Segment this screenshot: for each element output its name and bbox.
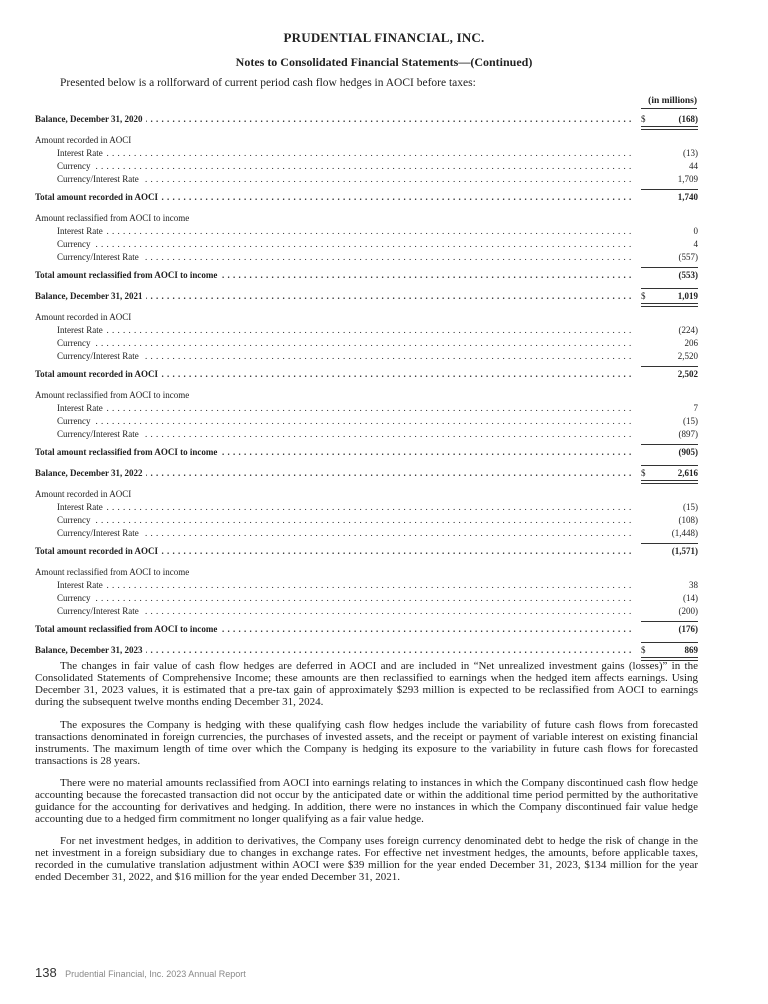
- table-section-row: [35, 488, 698, 500]
- table-total-row: [35, 644, 698, 656]
- row-label: [57, 592, 632, 604]
- table-row: [35, 251, 698, 263]
- row-label: [35, 566, 632, 578]
- row-label: [35, 623, 632, 635]
- dollar-sign: $: [641, 114, 646, 124]
- row-label: [35, 644, 632, 656]
- row-label: [57, 501, 632, 513]
- sum-rule: [641, 366, 698, 367]
- sum-rule: [641, 189, 698, 190]
- balance-double-rule: [641, 303, 698, 307]
- sum-rule: [641, 543, 698, 544]
- row-value: 869: [684, 645, 698, 655]
- row-label-text: Balance, December 31, 2022: [35, 468, 146, 478]
- row-label-text: Amount recorded in AOCI: [35, 489, 134, 499]
- table-row: [35, 428, 698, 440]
- row-label-text: Currency: [57, 416, 94, 426]
- paragraph-1: The changes in fair value of cash flow hedges are deferred in AOCI and are included in “Net unrealized investment gains (losses)” in the Consolidated Statements of Comprehensive Income; these amounts are then reclassified to earnings when the hedged item affects earnings. Using December 31, 2023 values, it is estimated that a pre-tax gain of approximately $293 million is expected to be reclassified from AOCI to earnings during the subsequent twelve months ending December 31, 2024.: [35, 660, 698, 708]
- row-value: 0: [693, 226, 698, 236]
- table-row: [35, 324, 698, 336]
- row-label-text: Total amount reclassified from AOCI to income: [35, 447, 220, 457]
- table-row: [35, 415, 698, 427]
- row-label: [57, 173, 632, 185]
- sum-rule: [641, 465, 698, 466]
- table-row: [35, 527, 698, 539]
- table-row: [35, 337, 698, 349]
- row-label-text: Total amount recorded in AOCI: [35, 192, 161, 202]
- row-value: 44: [689, 161, 698, 171]
- table-total-row: [35, 467, 698, 479]
- table-row: [35, 147, 698, 159]
- row-label: [35, 134, 632, 146]
- row-label: [57, 160, 632, 172]
- unit-header: (in millions): [648, 96, 697, 106]
- row-label: [35, 488, 632, 500]
- row-label: [57, 225, 632, 237]
- row-label-text: Currency: [57, 239, 94, 249]
- row-label: [35, 446, 632, 458]
- row-value: (200): [678, 606, 698, 616]
- row-label-text: Currency: [57, 593, 94, 603]
- row-value: (15): [683, 502, 698, 512]
- balance-double-rule: [641, 126, 698, 130]
- row-label-text: Currency: [57, 338, 94, 348]
- row-value: (224): [678, 325, 698, 335]
- row-value: (557): [678, 252, 698, 262]
- row-label: [35, 212, 632, 224]
- row-value: (14): [683, 593, 698, 603]
- page-number: 138: [35, 965, 57, 980]
- row-label: [57, 147, 632, 159]
- row-label: [35, 191, 632, 203]
- row-label-text: Interest Rate: [57, 403, 106, 413]
- row-label-text: Interest Rate: [57, 502, 106, 512]
- row-label-text: Balance, December 31, 2021: [35, 291, 146, 301]
- row-label: [57, 251, 632, 263]
- row-value: 4: [693, 239, 698, 249]
- dollar-sign: $: [641, 468, 646, 478]
- sum-rule: [641, 288, 698, 289]
- table-row: [35, 605, 698, 617]
- row-label-text: Amount reclassified from AOCI to income: [35, 213, 192, 223]
- row-label: [57, 605, 632, 617]
- row-value: (15): [683, 416, 698, 426]
- table-row: [35, 225, 698, 237]
- row-value: 1,709: [677, 174, 698, 184]
- table-total-row: [35, 623, 698, 635]
- row-label-text: Currency: [57, 161, 94, 171]
- row-label: [57, 514, 632, 526]
- row-label-text: Total amount recorded in AOCI: [35, 369, 161, 379]
- row-label-text: Total amount reclassified from AOCI to income: [35, 624, 220, 634]
- table-row: [35, 160, 698, 172]
- row-value: (905): [678, 447, 698, 457]
- table-total-row: [35, 191, 698, 203]
- row-label: [57, 402, 632, 414]
- row-value: (1,571): [671, 546, 698, 556]
- dollar-sign: $: [641, 291, 646, 301]
- row-label-text: Currency: [57, 515, 94, 525]
- paragraph-3: There were no material amounts reclassified from AOCI into earnings relating to instances in which the Company discontinued cash flow hedge accounting because the forecasted transaction did not occur by the anticipated date or within the additional time period permitted by the authoritative guidance for the accounting for derivatives and hedging. In addition, there were no instances in which the Company discontinued fair value hedge accounting due to a hedged firm commitment no longer qualifying as a fair value hedge.: [35, 777, 698, 825]
- row-value: (108): [678, 515, 698, 525]
- row-label-text: Interest Rate: [57, 325, 106, 335]
- paragraph-4: For net investment hedges, in addition to derivatives, the Company uses foreign currency denominated debt to hedge the risk of change in the net investment in a foreign subsidiary due to changes in exchange rates. For effective net investment hedges, the amounts, before applicable taxes, recorded in the cumulative translation adjustment within AOCI were $39 million for the year ended December 31, 2023, $134 million for the year ended December 31, 2022, and $16 million for the year ended December 31, 2021.: [35, 835, 698, 883]
- table-section-row: [35, 212, 698, 224]
- row-label-text: Currency/Interest Rate: [57, 528, 142, 538]
- row-label-text: Currency/Interest Rate: [57, 174, 142, 184]
- table-row: [35, 579, 698, 591]
- row-value: (553): [678, 270, 698, 280]
- table-section-row: [35, 389, 698, 401]
- table-row: [35, 402, 698, 414]
- row-label-text: Balance, December 31, 2023: [35, 645, 146, 655]
- table-section-row: [35, 134, 698, 146]
- row-label: [35, 389, 632, 401]
- row-value: 2,616: [677, 468, 698, 478]
- intro-text: Presented below is a rollforward of current period cash flow hedges in AOCI before taxes:: [60, 77, 476, 89]
- sum-rule: [641, 444, 698, 445]
- row-value: 2,520: [677, 351, 698, 361]
- row-label-text: Amount recorded in AOCI: [35, 312, 134, 322]
- row-label-text: Balance, December 31, 2020: [35, 114, 146, 124]
- row-value: 1,019: [677, 291, 698, 301]
- paragraph-2: The exposures the Company is hedging with these qualifying cash flow hedges include the variability of future cash flows from forecasted transactions denominated in foreign currencies, the purchases of invested assets, and the receipt or payment of variable interest on existing financial instruments. The maximum length of time over which the Company is hedging its exposure to the variability in future cash flows for forecasted transactions is 28 years.: [35, 719, 698, 767]
- table-section-row: [35, 566, 698, 578]
- row-value: 7: [693, 403, 698, 413]
- row-value: 206: [684, 338, 698, 348]
- row-label-text: Interest Rate: [57, 580, 106, 590]
- table-row: [35, 238, 698, 250]
- row-label-text: Currency/Interest Rate: [57, 351, 142, 361]
- table-total-row: [35, 269, 698, 281]
- row-label-text: Total amount recorded in AOCI: [35, 546, 161, 556]
- row-label: [57, 337, 632, 349]
- row-label: [35, 545, 632, 557]
- row-value: 1,740: [677, 192, 698, 202]
- table-total-row: [35, 446, 698, 458]
- row-label-text: Total amount reclassified from AOCI to income: [35, 270, 220, 280]
- dollar-sign: $: [641, 645, 646, 655]
- row-label: [57, 428, 632, 440]
- table-row: [35, 501, 698, 513]
- row-label-text: Currency/Interest Rate: [57, 429, 142, 439]
- row-label-text: Amount reclassified from AOCI to income: [35, 390, 192, 400]
- row-label: [35, 368, 632, 380]
- row-label-text: Amount reclassified from AOCI to income: [35, 567, 192, 577]
- row-value: (1,448): [671, 528, 698, 538]
- row-value: (13): [683, 148, 698, 158]
- row-value: 2,502: [677, 369, 698, 379]
- table-total-row: [35, 113, 698, 125]
- row-label: [57, 238, 632, 250]
- row-label: [35, 290, 632, 302]
- table-section-row: [35, 311, 698, 323]
- row-label-text: Currency/Interest Rate: [57, 606, 142, 616]
- row-value: (897): [678, 429, 698, 439]
- row-value: 38: [689, 580, 698, 590]
- row-label-text: Interest Rate: [57, 226, 106, 236]
- row-label: [57, 415, 632, 427]
- table-row: [35, 592, 698, 604]
- balance-double-rule: [641, 480, 698, 484]
- footer: [35, 964, 246, 982]
- row-label-text: Interest Rate: [57, 148, 106, 158]
- row-label-text: Currency/Interest Rate: [57, 252, 142, 262]
- sum-rule: [641, 642, 698, 643]
- table-row: [35, 173, 698, 185]
- row-label: [35, 467, 632, 479]
- table-total-row: [35, 290, 698, 302]
- row-label: [57, 527, 632, 539]
- sum-rule: [641, 621, 698, 622]
- row-label: [57, 350, 632, 362]
- sum-rule: [641, 267, 698, 268]
- row-label-text: Amount recorded in AOCI: [35, 135, 134, 145]
- row-value: (168): [678, 114, 698, 124]
- page-subtitle: Notes to Consolidated Financial Statements—(Continued): [235, 55, 533, 69]
- row-label: [57, 324, 632, 336]
- table-total-row: [35, 545, 698, 557]
- company-name: PRUDENTIAL FINANCIAL, INC.: [283, 30, 485, 45]
- table-row: [35, 514, 698, 526]
- footer-report-title: Prudential Financial, Inc. 2023 Annual Report: [65, 969, 246, 979]
- row-value: (176): [678, 624, 698, 634]
- table-total-row: [35, 368, 698, 380]
- row-label: [35, 269, 632, 281]
- row-label: [35, 311, 632, 323]
- table-row: [35, 350, 698, 362]
- row-label: [57, 579, 632, 591]
- row-label: [35, 113, 632, 125]
